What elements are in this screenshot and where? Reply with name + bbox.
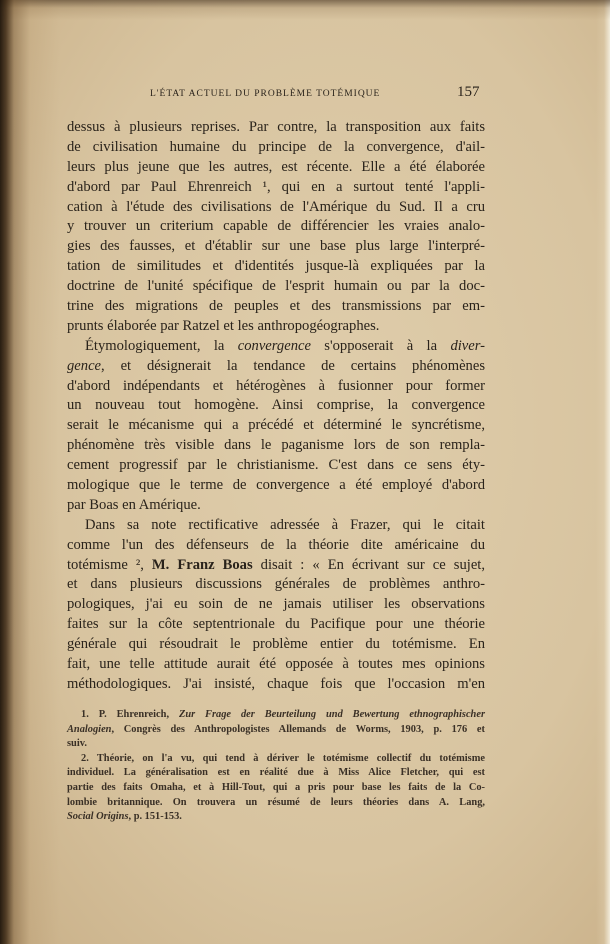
footnote-line: [67, 752, 485, 767]
body-text: [67, 118, 485, 695]
footnote-line: [67, 796, 485, 811]
text-line: [67, 536, 485, 556]
text-segment: leurs plus jeune que les autres, est récente. Elle a été élaborée: [67, 158, 485, 175]
text-line: [67, 118, 485, 138]
text-line: [67, 277, 485, 297]
text-segment: et dans plusieurs discussions générales de problèmes anthro-: [67, 576, 485, 593]
text-segment: , et désignerait la tendance de certains phénomènes: [101, 357, 485, 374]
text-line: [67, 297, 485, 317]
text-segment: comme l'un des défenseurs de la théorie dite américaine du: [67, 536, 485, 553]
text-segment: d'abord indépendants et hétérogènes à fusionner pour former: [67, 377, 485, 394]
text-segment: d'abord par Paul Ehrenreich ¹, qui en a surtout tenté l'appli-: [67, 178, 485, 195]
text-segment: cement progressif par le christianisme. C'est dans ce sens éty-: [67, 457, 485, 474]
text-line: [67, 635, 485, 655]
text-segment: individuel. La généralisation est en réalité due à Miss Alice Fletcher, qui est: [67, 767, 485, 779]
text-segment: serait le mécanisme qui a précédé et déterminé le syncrétisme,: [67, 417, 485, 434]
text-segment: trine des migrations de peuples et des transmissions par em-: [67, 298, 485, 315]
text-line: [67, 615, 485, 635]
text-line: [67, 317, 485, 337]
footnote-line: [67, 810, 485, 825]
text-segment: un nouveau tout homogène. Ainsi comprise, la convergence: [67, 397, 485, 414]
text-segment: générale qui résoudrait le problème entier du totémisme. En: [67, 636, 485, 653]
text-segment: cation à l'étude des civilisations de l'Amérique du Sud. Il a cru: [67, 198, 485, 215]
text-line: [67, 476, 485, 496]
text-line: [67, 556, 485, 576]
text-line: [67, 257, 485, 277]
text-line: [67, 198, 485, 218]
text-line: [67, 377, 485, 397]
text-segment: s'opposerait à la: [310, 337, 451, 354]
text-segment: faites sur la côte septentrionale du Pacifique pour une théorie: [67, 616, 485, 633]
text-segment: mologique que le terme de convergence a été employé d'abord: [67, 477, 485, 494]
text-segment: disait : « En écrivant sur ce sujet,: [252, 556, 485, 573]
text-line: [67, 456, 485, 476]
footnotes: [67, 708, 485, 825]
footnote-line: [67, 766, 485, 781]
italic-text: gence: [67, 357, 102, 374]
text-line: [67, 675, 485, 695]
text-segment: totémisme ²,: [67, 556, 152, 573]
text-line: [67, 655, 485, 675]
running-header: L'ÉTAT ACTUEL DU PROBLÈME TOTÉMIQUE: [150, 89, 381, 99]
text-segment: suiv.: [67, 738, 87, 750]
text-line: [67, 237, 485, 257]
text-line: [67, 436, 485, 456]
text-line: [67, 575, 485, 595]
text-segment: partie des faits Omaha, et à Hill-Tout, qui a pris pour base les faits de la Co-: [67, 781, 485, 793]
italic-text: Zur Frage der Beurteilung und Bewertung ethnographischer: [178, 709, 485, 720]
footnote-line: [67, 708, 485, 723]
text-line: [67, 217, 485, 237]
italic-text: diver-: [450, 337, 485, 354]
text-line: [67, 416, 485, 436]
italic-text: Social Origins: [67, 811, 129, 823]
italic-text: Analogien: [67, 723, 112, 735]
text-segment: phénomène très visible dans le paganisme lors de son rempla-: [67, 437, 485, 454]
text-segment: Étymologiquement, la: [85, 337, 238, 354]
text-segment: par Boas en Amérique.: [67, 496, 201, 513]
text-segment: fait, une telle attitude aurait été opposée à toutes mes opinions: [67, 656, 485, 673]
text-segment: , p. 151-153.: [128, 811, 182, 823]
page-number: 157: [457, 84, 480, 100]
text-segment: 1. P. Ehrenreich,: [81, 709, 179, 720]
text-line: [67, 516, 485, 536]
text-line: [67, 178, 485, 198]
text-segment: , Congrès des Anthropologistes Allemands de Worms, 1903, p. 176 et: [111, 723, 485, 735]
footnote-line: [67, 723, 485, 738]
text-segment: de civilisation humaine du principe de la convergence, d'ail-: [67, 138, 485, 155]
footnote-line: [67, 781, 485, 796]
bold-text: M. Franz Boas: [151, 556, 253, 573]
text-segment: doctrine de l'unité spécifique de l'esprit humain ou par la doc-: [67, 278, 485, 295]
text-line: [67, 158, 485, 178]
text-segment: dessus à plusieurs reprises. Par contre, la transposition aux faits: [67, 119, 485, 135]
text-segment: tation de similitudes et d'identités jusque-là expliquées par la: [67, 258, 485, 275]
italic-text: convergence: [237, 337, 311, 354]
text-segment: méthodologiques. J'ai insisté, chaque fois que l'occasion m'en: [67, 675, 485, 692]
text-line: [67, 138, 485, 158]
text-segment: 2. Théorie, on l'a vu, qui tend à dériver le totémisme collectif du totémisme: [81, 752, 485, 764]
text-line: [67, 337, 485, 357]
text-line: [67, 496, 485, 516]
footnote-line: [67, 737, 485, 752]
text-line: [67, 357, 485, 377]
text-segment: y trouver un criterium capable de différencier les vraies analo-: [67, 218, 485, 235]
text-segment: gies des fausses, et d'établir sur une base plus large l'interpré-: [67, 238, 485, 255]
text-segment: pologiques, j'ai eu soin de ne jamais utiliser les observations: [67, 596, 485, 613]
text-line: [67, 595, 485, 615]
text-segment: prunts élaborée par Ratzel et les anthropogéographes.: [67, 317, 380, 334]
text-segment: lombie britannique. On trouvera un résumé de leurs théories dans A. Lang,: [67, 796, 485, 808]
text-line: [67, 396, 485, 416]
text-segment: Dans sa note rectificative adressée à Frazer, qui le citait: [85, 516, 485, 533]
